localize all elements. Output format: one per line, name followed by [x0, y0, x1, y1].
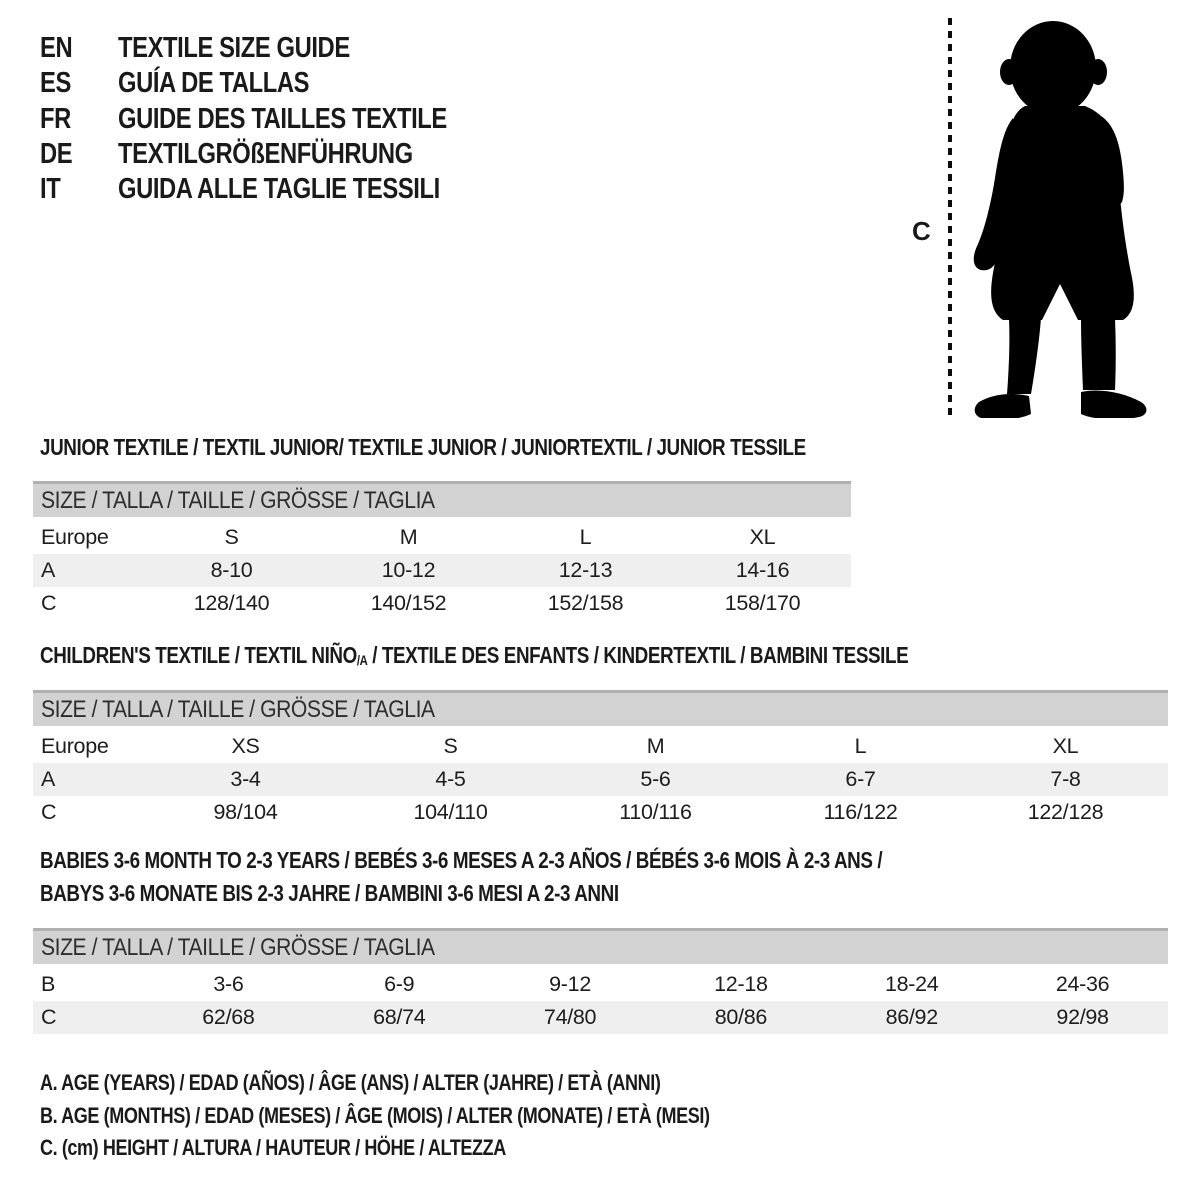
table-cell: 18-24 [884, 972, 939, 996]
children-section-title: CHILDREN'S TEXTILE / TEXTIL NIÑO/A / TEXTILE DES ENFANTS / KINDERTEXTIL / BAMBINI TESSILE [40, 642, 909, 668]
legend [40, 1070, 857, 1168]
table-row [33, 1001, 1168, 1034]
height-measure-dashed-line [948, 18, 952, 416]
language-row-es [40, 66, 519, 101]
table-row [33, 796, 1168, 829]
table-cell: 62/68 [143, 1001, 314, 1034]
table-cell: 3-4 [143, 763, 348, 796]
table-header-row [33, 692, 1168, 729]
junior-section-title: JUNIOR TEXTILE / TEXTIL JUNIOR/ TEXTILE JUNIOR / JUNIORTEXTIL / JUNIOR TESSILE [40, 434, 806, 460]
table-cell: 122/128 [1027, 800, 1104, 824]
table-cell: L [854, 734, 867, 758]
table-cell: 6-9 [384, 972, 415, 996]
table-row [33, 587, 851, 620]
junior-size-table [33, 481, 851, 620]
table-cell: 6-7 [758, 763, 963, 796]
table-row [33, 763, 1168, 796]
legend-line-a: A. AGE (YEARS) / EDAD (AÑOS) / ÂGE (ANS) / ALTER (JAHRE) / ETÀ (ANNI) [40, 1070, 661, 1095]
table-cell: 5-6 [553, 763, 758, 796]
table-cell: 12-13 [497, 554, 674, 587]
table-cell: 140/152 [370, 591, 447, 615]
babies-section-title-line1: BABIES 3-6 MONTH TO 2-3 YEARS / BEBÉS 3-6 MESES A 2-3 AÑOS / BÉBÉS 3-6 MOIS À 2-3 ANS / [40, 847, 883, 873]
language-label: GUIDA ALLE TAGLIE TESSILI [118, 173, 440, 206]
babies-size-table [33, 928, 1168, 1034]
language-code: FR [40, 102, 71, 135]
table-cell: 68/74 [314, 1001, 485, 1034]
size-header-cell: SIZE / TALLA / TAILLE / GRÖSSE / TAGLIA [33, 930, 1168, 967]
language-label: GUIDE DES TAILLES TEXTILE [118, 102, 447, 135]
table-cell: M [399, 525, 418, 549]
table-cell: 86/92 [826, 1001, 997, 1034]
table-row [33, 554, 851, 587]
language-code: EN [40, 32, 73, 65]
table-cell: XL [749, 525, 776, 549]
table-cell: M [646, 734, 665, 758]
row-label: Europe [41, 734, 109, 758]
babies-section-title-line2: BABYS 3-6 MONATE BIS 2-3 JAHRE / BAMBINI 3-6 MESI A 2-3 ANNI [40, 880, 619, 906]
title-subscript: /A [356, 652, 368, 668]
row-label: C [41, 800, 57, 824]
language-label: GUÍA DE TALLAS [118, 67, 310, 100]
language-title-list [40, 31, 519, 207]
table-cell: 24-36 [1055, 972, 1110, 996]
table-cell: 3-6 [213, 972, 244, 996]
table-cell: 9-12 [549, 972, 591, 996]
size-header-cell: SIZE / TALLA / TAILLE / GRÖSSE / TAGLIA [33, 483, 851, 520]
language-code: IT [40, 173, 61, 206]
table-cell: XL [1052, 734, 1079, 758]
table-cell: 14-16 [674, 554, 851, 587]
table-cell: 74/80 [485, 1001, 656, 1034]
size-header-cell: SIZE / TALLA / TAILLE / GRÖSSE / TAGLIA [33, 692, 1168, 729]
language-row-it [40, 172, 519, 207]
language-row-en [40, 31, 519, 66]
language-label: TEXTILE SIZE GUIDE [118, 32, 350, 65]
row-label: Europe [41, 525, 109, 549]
legend-line-c: C. (cm) HEIGHT / ALTURA / HAUTEUR / HÖHE / ALTEZZA [40, 1135, 506, 1160]
table-cell: S [224, 525, 239, 549]
language-row-fr [40, 102, 519, 137]
language-row-de [40, 137, 519, 172]
row-label: C [41, 591, 57, 615]
height-measure-label: C [912, 216, 931, 246]
table-cell: 92/98 [997, 1001, 1168, 1034]
table-cell: S [443, 734, 458, 758]
table-cell: 80/86 [655, 1001, 826, 1034]
table-header-row [33, 483, 851, 520]
table-cell: 104/110 [413, 800, 488, 824]
table-cell: XS [231, 734, 260, 758]
row-label: B [41, 972, 56, 996]
language-code: ES [40, 67, 71, 100]
table-row [33, 966, 1168, 1001]
table-cell: 12-18 [714, 972, 768, 996]
table-cell: 158/170 [724, 591, 801, 615]
baby-silhouette-icon [965, 18, 1165, 418]
row-label: A [33, 763, 143, 796]
table-cell: 116/122 [823, 800, 898, 824]
children-size-table [33, 690, 1168, 829]
language-label: TEXTILGRÖßENFÜHRUNG [118, 138, 413, 171]
table-cell: 10-12 [320, 554, 497, 587]
language-code: DE [40, 138, 73, 171]
table-cell: L [579, 525, 592, 549]
table-cell: 110/116 [619, 800, 692, 824]
row-label: A [33, 554, 143, 587]
table-cell: 4-5 [348, 763, 553, 796]
table-row [33, 519, 851, 554]
table-cell: 7-8 [963, 763, 1168, 796]
table-header-row [33, 930, 1168, 967]
table-cell: 128/140 [193, 591, 270, 615]
table-cell: 98/104 [213, 800, 278, 824]
table-cell: 8-10 [143, 554, 320, 587]
legend-line-b: B. AGE (MONTHS) / EDAD (MESES) / ÂGE (MOIS) / ALTER (MONATE) / ETÀ (MESI) [40, 1102, 710, 1128]
table-row [33, 728, 1168, 763]
row-label: C [33, 1001, 143, 1034]
table-cell: 152/158 [547, 591, 624, 615]
